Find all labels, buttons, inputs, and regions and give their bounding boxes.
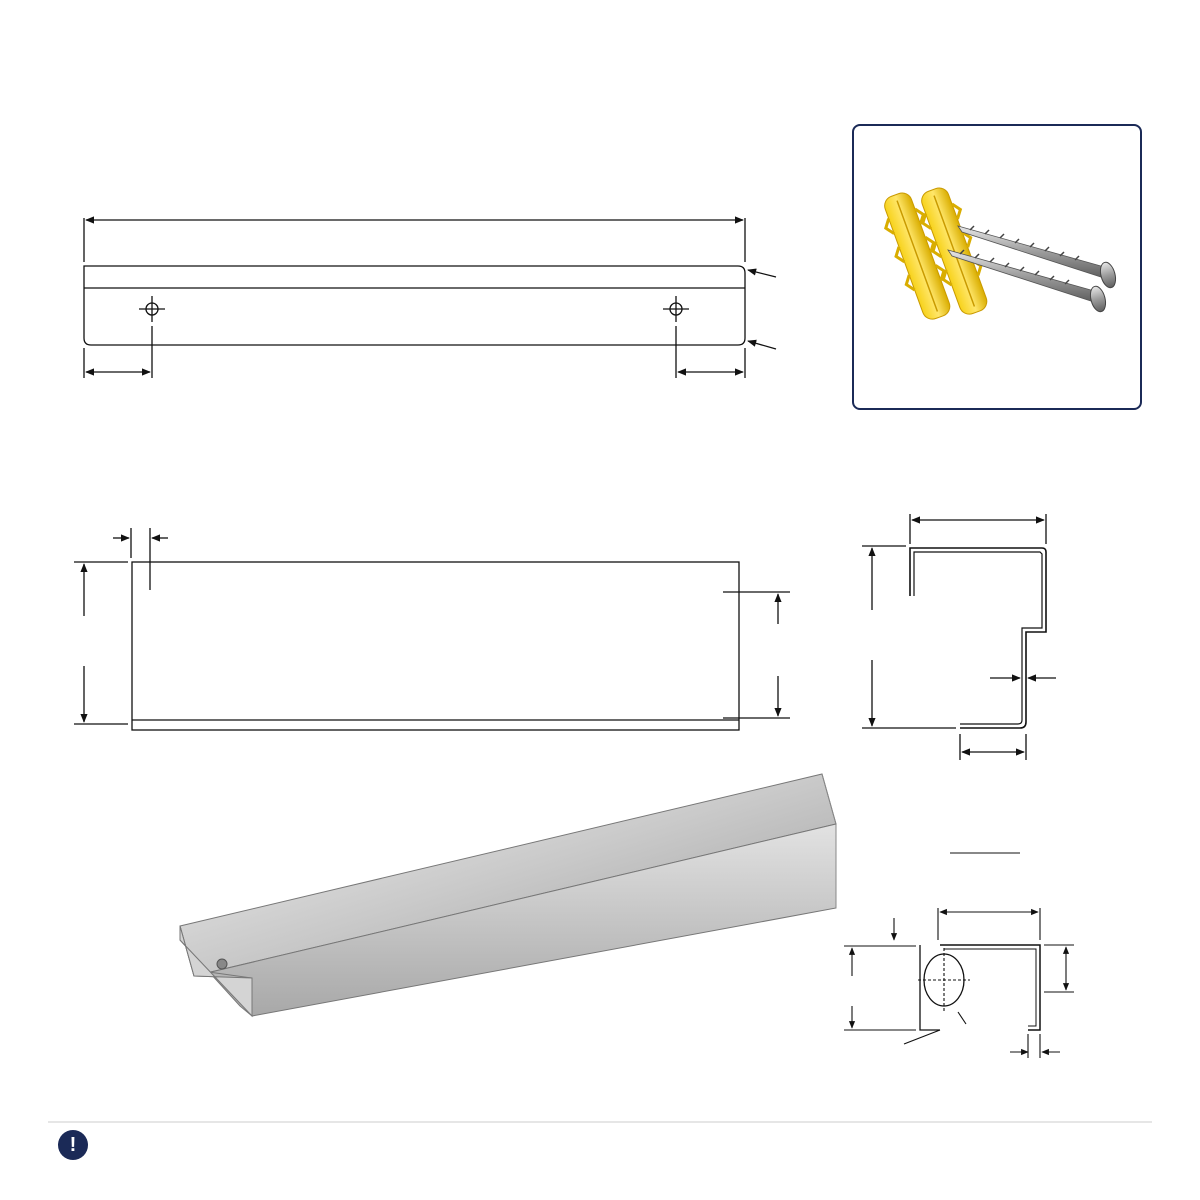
exclamation-icon: ! — [58, 1130, 88, 1160]
isometric-shelf-illustration — [180, 774, 836, 1016]
included-hardware-panel — [852, 124, 1142, 410]
section-aa-drawing — [844, 853, 1074, 1058]
side-view-drawing — [862, 514, 1056, 760]
front-view-drawing — [84, 218, 776, 378]
top-view-drawing — [74, 528, 790, 730]
